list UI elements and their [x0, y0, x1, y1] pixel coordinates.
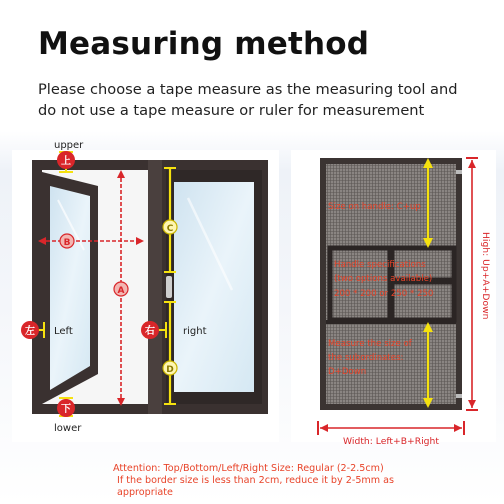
attention-footnote [113, 463, 433, 499]
svg-text:A: A [117, 286, 125, 296]
subordinate-line-1: Measure the size of [328, 339, 412, 349]
right-glass [174, 182, 254, 392]
footnote-line-2: If the border size is less than 2cm, reduce it by 2-5mm as appropriate [117, 475, 395, 498]
handle-spec-line-1: Handle specifications [334, 260, 426, 270]
svg-text:下: 下 [61, 404, 71, 415]
svg-text:上: 上 [61, 156, 71, 167]
window-mullion [148, 160, 162, 414]
size-on-handle-label: Size on handle: C+up [328, 202, 421, 212]
right-label: right [183, 326, 207, 337]
right-badge [141, 321, 159, 339]
footnote-line-1: Attention: Top/Bottom/Left/Right Size: Regular (2-2.5cm) [113, 463, 384, 474]
left-window-diagram [12, 150, 279, 442]
handle-spec-line-3: 200 * 200 or 250 * 250 [334, 289, 434, 299]
left-label: Left [54, 326, 73, 337]
marker-d [163, 361, 177, 375]
upper-label: upper [54, 140, 84, 151]
lower-badge [57, 399, 75, 417]
marker-b [60, 234, 74, 248]
svg-text:左: 左 [25, 326, 35, 337]
subordinate-line-3: D+Down [328, 367, 367, 377]
window-handle [166, 276, 172, 298]
svg-text:C: C [166, 224, 174, 234]
height-label: High: Up+A+Down [480, 232, 491, 320]
open-sash [42, 172, 98, 404]
lower-label: lower [54, 423, 82, 434]
upper-badge [57, 151, 75, 169]
page-subtitle: Please choose a tape measure as the measuring tool and do not use a tape measure or ruler for measurement [38, 81, 458, 119]
subordinate-line-2: the subordinates: [328, 353, 404, 363]
page-title: Measuring method [38, 26, 370, 62]
handle-spec-line-2: (two options available) [334, 274, 433, 284]
svg-text:B: B [63, 238, 71, 248]
left-badge [21, 321, 39, 339]
width-label: Width: Left+B+Right [343, 436, 439, 447]
marker-c [163, 220, 177, 234]
marker-a [114, 282, 128, 296]
svg-text:右: 右 [145, 326, 155, 337]
svg-text:D: D [166, 365, 174, 375]
